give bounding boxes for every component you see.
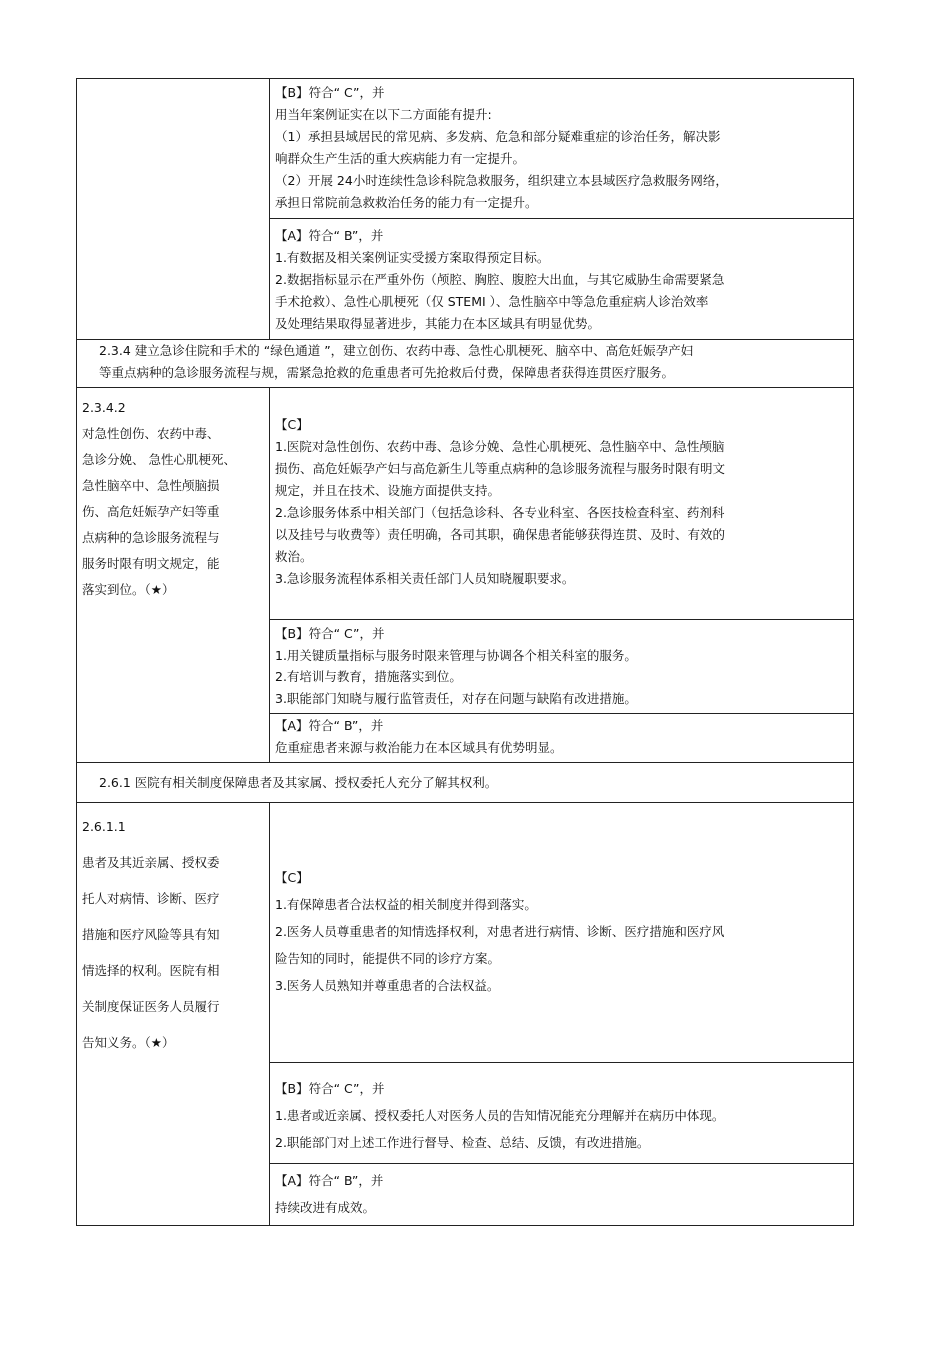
text-line: 1.有保障患者合法权益的相关制度并得到落实。 <box>275 897 537 912</box>
text-line: 关制度保证医务人员履行 <box>82 999 220 1014</box>
text-line: 2.医务人员尊重患者的知情选择权利，对患者进行病情、诊断、医疗措施和医疗风 <box>275 924 725 939</box>
grade-a-cell <box>270 219 854 340</box>
text-line: 告知义务。（★） <box>82 1035 175 1050</box>
text-line: 【B】符合“ C”，并 <box>275 85 385 100</box>
text-line: 1.用关键质量指标与服务时限来管理与协调各个相关科室的服务。 <box>275 647 637 663</box>
text-line: 规定，并且在技术、设施方面提供支持。 <box>275 483 501 498</box>
grade-a-text <box>270 219 853 339</box>
text-line: 措施和医疗风险等具有知 <box>82 927 220 942</box>
item-2-3-4-2-grade-b-text <box>270 620 853 713</box>
text-line: 以及挂号与收费等）责任明确，各司其职，确保患者能够获得连贯、及时、有效的 <box>275 527 726 542</box>
text-line: 3.急诊服务流程体系相关责任部门人员知晓履职要求。 <box>275 571 575 586</box>
text-line: 【B】符合“ C”，并 <box>275 1081 385 1096</box>
evaluation-standards-table <box>76 78 854 1226</box>
grade-b-cell <box>270 79 854 219</box>
item-2-3-4-2-text <box>77 388 269 607</box>
text-line: 【A】符合“ B”，并 <box>275 1173 384 1188</box>
text-line: 2.6.1.1 <box>82 819 126 834</box>
text-line: 等重点病种的急诊服务流程与规，需紧急抢救的危重患者可先抢救后付费，保障患者获得连贯医疗服务。 <box>99 364 675 380</box>
text-line: 【B】符合“ C”，并 <box>275 626 385 641</box>
text-line: 落实到位。（★） <box>82 582 175 597</box>
text-line: 手术抢救）、急性心肌梗死（仅 STEMI ）、急性脑卒中等急危重症病人诊治效率 <box>275 294 709 309</box>
text-line: 险告知的同时，能提供不同的诊疗方案。 <box>275 951 501 966</box>
item-2-3-4-2-grade-a-cell <box>270 714 854 763</box>
text-line: 损伤、高危妊娠孕产妇与高危新生儿等重点病种的急诊服务流程与服务时限有明文 <box>275 461 726 476</box>
text-line: 1.有数据及相关案例证实受援方案取得预定目标。 <box>275 250 550 265</box>
item-2-6-1-1-grade-a-text <box>270 1164 853 1225</box>
text-line: 2.有培训与教育，措施落实到位。 <box>275 669 462 684</box>
text-line: 持续改进有成效。 <box>275 1200 376 1215</box>
text-line: 2.数据指标显示在严重外伤（颅腔、胸腔、腹腔大出血，与其它威胁生命需要紧急 <box>275 272 725 287</box>
text-line: （1）承担县域居民的常见病、多发病、危急和部分疑难重症的诊治任务，解决影 <box>275 129 721 144</box>
item-2-3-4-2-grade-c-text <box>270 388 853 594</box>
text-line: 响群众生产生活的重大疾病能力有一定提升。 <box>275 151 526 166</box>
text-line: 用当年案例证实在以下二方面能有提升: <box>275 107 492 122</box>
standard-2-6-1-cell <box>77 763 854 803</box>
text-line: 承担日常院前急救救治任务的能力有一定提升。 <box>275 195 538 210</box>
text-line: 伤、高危妊娠孕产妇等重 <box>82 504 220 519</box>
text-line: 3.医务人员熟知并尊重患者的合法权益。 <box>275 978 500 993</box>
text-line: 急性脑卒中、急性颅脑损 <box>82 478 220 493</box>
item-2-3-4-2-grade-a-text <box>270 714 853 762</box>
grade-b-text <box>270 79 853 218</box>
text-line: 2.3.4.2 <box>82 400 126 415</box>
text-line: 【A】符合“ B”，并 <box>275 228 384 243</box>
item-2-6-1-1-text <box>77 803 269 1065</box>
item-2-6-1-1-grade-b-cell <box>270 1063 854 1164</box>
text-line: （2）开展 24小时连续性急诊科院急救服务，组织建立本县域医疗急救服务网络， <box>275 173 728 188</box>
text-line: 患者及其近亲属、授权委 <box>82 855 220 870</box>
text-line: 及处理结果取得显著进步，其能力在本区域具有明显优势。 <box>275 316 601 331</box>
item-2-6-1-1-grade-c-cell <box>270 803 854 1063</box>
text-line: 【C】 <box>275 870 309 885</box>
text-line: 托人对病情、诊断、医疗 <box>82 891 220 906</box>
item-2-6-1-1-grade-a-cell <box>270 1164 854 1226</box>
text-line: 2.急诊服务体系中相关部门（包括急诊科、各专业科室、各医技检查科室、药剂科 <box>275 505 725 520</box>
text-line: 服务时限有明文规定，能 <box>82 556 220 571</box>
item-2-3-4-2-cell <box>77 388 270 763</box>
standard-2-6-1-text <box>77 763 853 798</box>
text-line: 1.医院对急性创伤、农药中毒、急诊分娩、急性心肌梗死、急性脑卒中、急性颅脑 <box>275 439 725 454</box>
text-line: 情选择的权利。医院有相 <box>82 963 220 978</box>
item-2-3-4-2-grade-b-cell <box>270 620 854 714</box>
text-line: 2.6.1 医院有相关制度保障患者及其家属、授权委托人充分了解其权利。 <box>99 775 498 790</box>
text-line: 【C】 <box>275 417 309 432</box>
item-2-6-1-1-grade-c-text <box>270 803 853 1003</box>
text-line: 1.患者或近亲属、授权委托人对医务人员的告知情况能充分理解并在病历中体现。 <box>275 1108 725 1123</box>
standard-2-3-4-text <box>77 340 853 387</box>
text-line: 危重症患者来源与救治能力在本区域具有优势明显。 <box>275 739 563 755</box>
continued-item-cell <box>77 79 270 340</box>
text-line: 急诊分娩、 急性心肌梗死、 <box>82 452 236 467</box>
text-line: 点病种的急诊服务流程与 <box>82 530 220 545</box>
text-line: 对急性创伤、农药中毒、 <box>82 426 220 441</box>
item-2-6-1-1-cell <box>77 803 270 1226</box>
text-line: 3.职能部门知晓与履行监管责任，对存在问题与缺陷有改进措施。 <box>275 690 637 706</box>
text-line: 2.职能部门对上述工作进行督导、检查、总结、反馈，有改进措施。 <box>275 1135 650 1150</box>
text-line: 救治。 <box>275 549 313 564</box>
standard-2-3-4-cell <box>77 340 854 388</box>
item-2-6-1-1-grade-b-text <box>270 1063 853 1160</box>
text-line: 【A】符合“ B”，并 <box>275 718 384 733</box>
text-line: 2.3.4 建立急诊住院和手术的 “绿色通道 ”，建立创伤、农药中毒、急性心肌梗死、脑卒中、高危妊娠孕产妇 <box>99 343 694 358</box>
item-2-3-4-2-grade-c-cell <box>270 388 854 620</box>
